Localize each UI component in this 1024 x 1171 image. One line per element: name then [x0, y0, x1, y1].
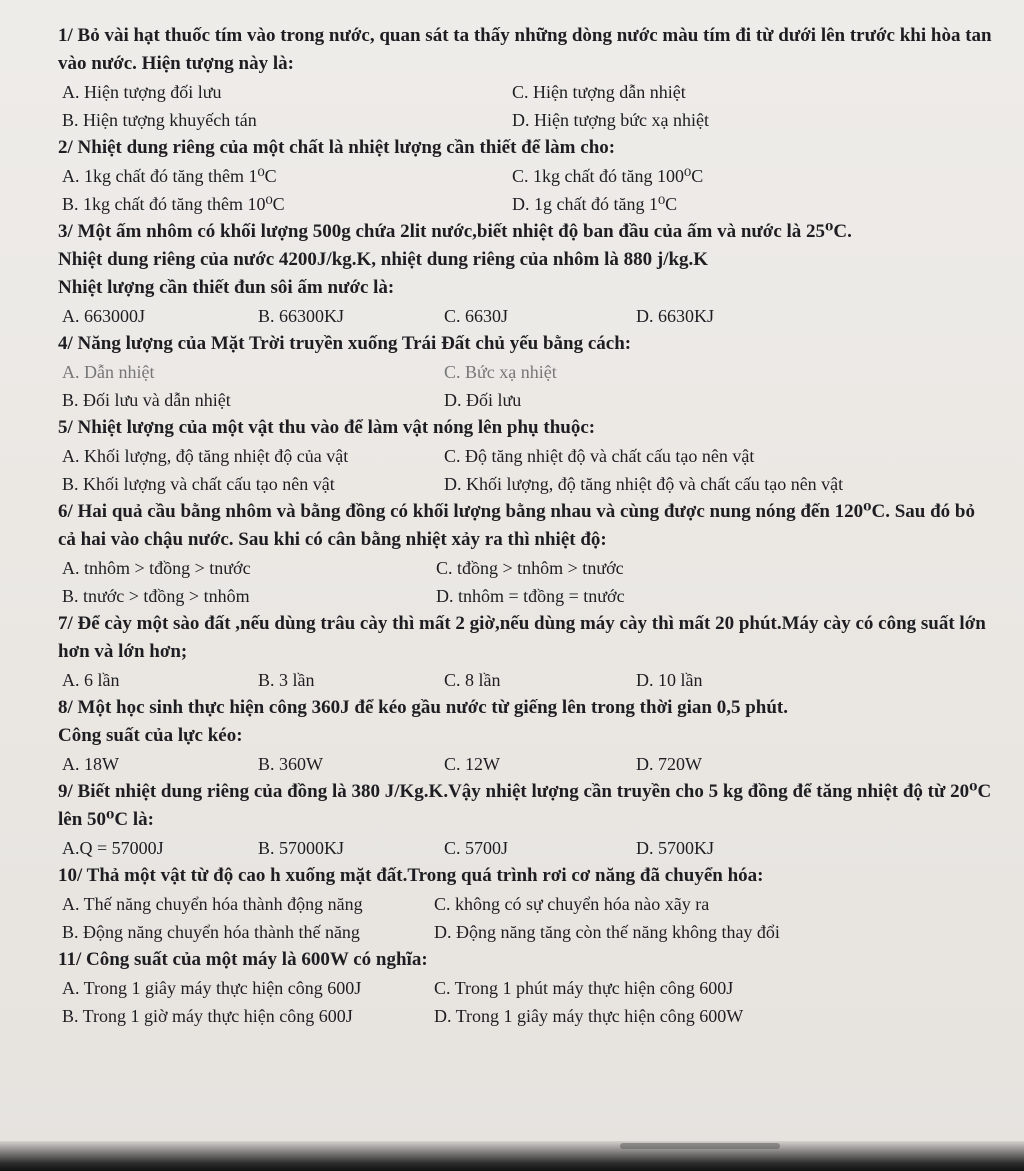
question-11-options — [58, 974, 996, 1002]
q6-option-d: D. tnhôm = tđồng = tnước — [436, 586, 625, 606]
q2-option-d: D. 1g chất đó tăng 1⁰C — [512, 194, 678, 214]
q5-option-c: C. Độ tăng nhiệt độ và chất cấu tạo nên vật — [444, 446, 755, 466]
question-6: 6/ Hai quả cầu bằng nhôm và bằng đồng có khối lượng bằng nhau và cùng được nung nóng đến 120⁰C. Sau đó bỏ cả hai vào chậu nước. Sau khi có cân bằng nhiệt xảy ra thì nhiệt độ: — [58, 501, 975, 550]
q8-option-d: D. 720W — [636, 754, 702, 774]
photo-smudge — [620, 1143, 780, 1149]
q5-option-b: B. Khối lượng và chất cấu tạo nên vật — [62, 474, 335, 494]
q5-option-d: D. Khối lượng, độ tăng nhiệt độ và chất cấu tạo nên vật — [444, 474, 844, 494]
question-3-data: Nhiệt dung riêng của nước 4200J/kg.K, nhiệt dung riêng của nhôm là 880 j/kg.K — [58, 249, 709, 270]
photo-bottom-edge — [0, 1141, 1024, 1171]
question-7: 7/ Để cày một sào đất ,nếu dùng trâu cày thì mất 2 giờ,nếu dùng máy cày thì mất 20 phút.Máy cày có công suất lớn hơn và lớn hơn; — [58, 613, 986, 662]
question-8-options — [58, 750, 996, 778]
q11-option-a: A. Trong 1 giây máy thực hiện công 600J — [62, 978, 362, 998]
question-2-options — [58, 162, 996, 190]
q6-option-b: B. tnước > tđồng > tnhôm — [62, 586, 250, 606]
q10-option-b: B. Động năng chuyển hóa thành thế năng — [62, 922, 360, 942]
q10-option-d: D. Động năng tăng còn thế năng không thay đổi — [434, 922, 780, 942]
q10-option-a: A. Thế năng chuyển hóa thành động năng — [62, 894, 363, 914]
q3-option-c: C. 6630J — [444, 306, 509, 326]
q8-option-a: A. 18W — [62, 754, 119, 774]
q1-option-c: C. Hiện tượng dẫn nhiệt — [512, 82, 686, 102]
question-1-options — [58, 78, 996, 106]
question-11: 11/ Công suất của một máy là 600W có nghĩa: — [58, 949, 428, 970]
question-4-options — [58, 358, 996, 386]
question-5: 5/ Nhiệt lượng của một vật thu vào để làm vật nóng lên phụ thuộc: — [58, 417, 596, 438]
question-6-options — [58, 582, 996, 610]
question-2: 2/ Nhiệt dung riêng của một chất là nhiệt lượng cần thiết để làm cho: — [58, 137, 616, 158]
question-2-options — [58, 190, 996, 218]
question-9: 9/ Biết nhiệt dung riêng của đồng là 380 J/Kg.K.Vậy nhiệt lượng cần truyền cho 5 kg đồng để tăng nhiệt độ từ 20⁰C lên 50⁰C là: — [58, 781, 992, 830]
q9-option-d: D. 5700KJ — [636, 838, 715, 858]
q7-option-d: D. 10 lần — [636, 670, 703, 690]
question-1: 1/ Bỏ vài hạt thuốc tím vào trong nước, quan sát ta thấy những dòng nước màu tím đi từ dưới lên trước khi hòa tan vào nước. Hiện tượng này là: — [58, 25, 992, 74]
q4-option-d: D. Đối lưu — [444, 390, 522, 410]
question-7-options — [58, 666, 996, 694]
q9-option-c: C. 5700J — [444, 838, 509, 858]
q5-option-a: A. Khối lượng, độ tăng nhiệt độ của vật — [62, 446, 349, 466]
q10-option-c: C. không có sự chuyển hóa nào xãy ra — [434, 894, 710, 914]
q1-option-d: D. Hiện tượng bức xạ nhiệt — [512, 110, 709, 130]
q4-option-b: B. Đối lưu và dẫn nhiệt — [62, 390, 231, 410]
question-3: 3/ Một ấm nhôm có khối lượng 500g chứa 2lit nước,biết nhiệt độ ban đầu của ấm và nước là 25⁰C. — [58, 221, 852, 242]
question-5-options — [58, 442, 996, 470]
q11-option-d: D. Trong 1 giây máy thực hiện công 600W — [434, 1006, 744, 1026]
q11-option-c: C. Trong 1 phút máy thực hiện công 600J — [434, 978, 734, 998]
q7-option-a: A. 6 lần — [62, 670, 120, 690]
q8-option-b: B. 360W — [258, 754, 323, 774]
question-4-options — [58, 386, 996, 414]
q3-option-d: D. 6630KJ — [636, 306, 715, 326]
question-10-options — [58, 890, 996, 918]
q2-option-c: C. 1kg chất đó tăng 100⁰C — [512, 166, 704, 186]
question-11-options — [58, 1002, 996, 1030]
q11-option-b: B. Trong 1 giờ máy thực hiện công 600J — [62, 1006, 353, 1026]
question-10: 10/ Thả một vật từ độ cao h xuống mặt đất.Trong quá trình rơi cơ năng đã chuyển hóa: — [58, 865, 764, 886]
question-4: 4/ Năng lượng của Mặt Trời truyền xuống Trái Đất chủ yếu bằng cách: — [58, 333, 632, 354]
q1-option-a: A. Hiện tượng đối lưu — [62, 82, 222, 102]
q4-option-a: A. Dẫn nhiệt — [62, 362, 155, 382]
q4-option-c: C. Bức xạ nhiệt — [444, 362, 557, 382]
q3-option-a: A. 663000J — [62, 306, 146, 326]
q9-option-a: A.Q = 57000J — [62, 838, 164, 858]
question-6-options — [58, 554, 996, 582]
q8-option-c: C. 12W — [444, 754, 500, 774]
q2-option-a: A. 1kg chất đó tăng thêm 1⁰C — [62, 166, 277, 186]
question-8-prompt: Công suất của lực kéo: — [58, 725, 243, 746]
question-9-options — [58, 834, 996, 862]
question-8: 8/ Một học sinh thực hiện công 360J để kéo gầu nước từ giếng lên trong thời gian 0,5 phút. — [58, 697, 788, 718]
question-1-options — [58, 106, 996, 134]
question-3-prompt: Nhiệt lượng cần thiết đun sôi ấm nước là: — [58, 277, 395, 298]
q7-option-b: B. 3 lần — [258, 670, 315, 690]
q3-option-b: B. 66300KJ — [258, 306, 345, 326]
q6-option-a: A. tnhôm > tđồng > tnước — [62, 558, 251, 578]
question-5-options — [58, 470, 996, 498]
q1-option-b: B. Hiện tượng khuyếch tán — [62, 110, 257, 130]
question-3-options — [58, 302, 996, 330]
q2-option-b: B. 1kg chất đó tăng thêm 10⁰C — [62, 194, 285, 214]
question-10-options — [58, 918, 996, 946]
q6-option-c: C. tđồng > tnhôm > tnước — [436, 558, 624, 578]
q7-option-c: C. 8 lần — [444, 670, 501, 690]
q9-option-b: B. 57000KJ — [258, 838, 345, 858]
